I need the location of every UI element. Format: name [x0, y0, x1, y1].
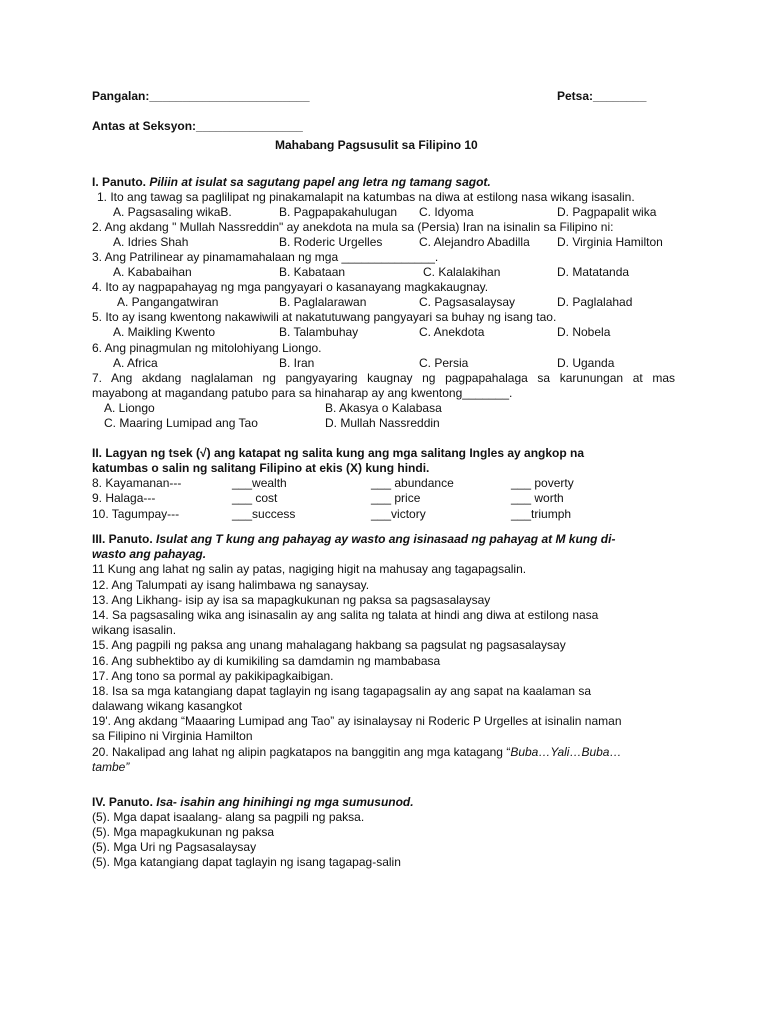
choice-a: A. Maikling Kwento	[113, 325, 216, 339]
statement-15: 15. Ang pagpili ng paksa ang unang mahalagang hakbang sa pagsulat ng pagsasalaysay	[92, 638, 566, 652]
question-text: 5. Ito ay isang kwentong nakawiwili at nakatutuwang pangyayari sa buhay ng isang tao.	[92, 310, 557, 324]
english-option: ___ price	[371, 491, 421, 505]
statement-18: 18. Isa sa mga katangiang dapat taglayin ng isang tagapagsalin ay ang sapat na kaalaman sa	[92, 684, 592, 698]
statement-12: 12. Ang Talumpati ay isang halimbawa ng sanaysay.	[92, 578, 370, 592]
choice-b: B. Talambuhay	[279, 325, 359, 339]
choice-d: D. Pagpapalit wika	[557, 205, 657, 219]
choice-d: D. Uganda	[557, 356, 615, 370]
part3-heading: III. Panuto.	[92, 532, 153, 546]
enumeration-item-3: (5). Mga Uri ng Pagsasalaysay	[92, 840, 257, 854]
part4-instruction: Isa- isahin ang hinihingi ng mga sumusunod.	[156, 795, 414, 809]
english-option: ___wealth	[232, 476, 287, 490]
choice-c: C. Kalalakihan	[423, 265, 501, 279]
english-option: ___ worth	[511, 491, 564, 505]
choice-b: B. Paglalarawan	[279, 295, 367, 309]
choice-c: C. Maaring Lumipad ang Tao	[104, 416, 258, 430]
choice-b: B. Roderic Urgelles	[279, 235, 383, 249]
statement-18-cont: dalawang wikang kasangkot	[92, 699, 243, 713]
choice-c: C. Pagsasalaysay	[419, 295, 516, 309]
choice-d: D. Matatanda	[557, 265, 630, 279]
grade-section-label: Antas at Seksyon:________________	[92, 119, 303, 133]
english-option: ___triumph	[511, 507, 572, 521]
choice-d: D. Mullah Nassreddin	[325, 416, 440, 430]
english-option: ___ poverty	[511, 476, 574, 490]
question-text: 3. Ang Patrilinear ay pinamamahalaan ng mga ______________.	[92, 250, 439, 264]
choice-c: C. Persia	[419, 356, 469, 370]
choice-b: B. Akasya o Kalabasa	[325, 401, 442, 415]
choice-c: C. Idyoma	[419, 205, 474, 219]
part1-heading-line	[92, 175, 491, 190]
enumeration-item-2: (5). Mga mapagkukunan ng paksa	[92, 825, 275, 839]
english-option: ___victory	[371, 507, 426, 521]
choice-a: A. Africa	[113, 356, 158, 370]
part4-heading-line	[92, 795, 414, 810]
choice-c: C. Alejandro Abadilla	[419, 235, 530, 249]
choice-a: A. Pagsasaling wikaB.	[113, 205, 232, 219]
choice-d: D. Paglalahad	[557, 295, 633, 309]
question-text: 1. Ito ang tawag sa paglilipat ng pinakamalapit na katumbas na diwa at estilong nasa wikang isasalin.	[97, 190, 635, 204]
part2-heading-cont: katumbas o salin ng salitang Filipino at ekis (X) kung hindi.	[92, 461, 430, 475]
choice-c: C. Anekdota	[419, 325, 485, 339]
statement-14-cont: wikang isasalin.	[92, 623, 177, 637]
question-text: 6. Ang pinagmulan ng mitolohiyang Liongo.	[92, 341, 322, 355]
choice-d: D. Nobela	[557, 325, 611, 339]
statement-16: 16. Ang subhektibo ay di kumikiling sa damdamin ng mambabasa	[92, 654, 441, 668]
question-text: 7. Ang akdang naglalaman ng pangyayaring kaugnay ng pagpapahalaga sa karunungan at mas	[92, 371, 675, 385]
statement-11: 11 Kung ang lahat ng salin ay patas, nagiging higit na mahusay ang tagapagsalin.	[92, 562, 527, 576]
enumeration-item-4: (5). Mga katangiang dapat taglayin ng isang tagapag-salin	[92, 855, 401, 869]
page-title: Mahabang Pagsusulit sa Filipino 10	[275, 138, 478, 152]
enumeration-item-1: (5). Mga dapat isaalang- alang sa pagpili ng paksa.	[92, 810, 365, 824]
statement-20-quote: Buba…Yali…Buba…	[510, 745, 622, 759]
date-field-label: Petsa:________	[557, 89, 647, 103]
choice-a: A. Liongo	[104, 401, 155, 415]
choice-b: B. Kabataan	[279, 265, 346, 279]
part2-heading: II. Lagyan ng tsek (√) ang katapat ng salita kung ang mga salitang Ingles ay angkop na	[92, 446, 585, 460]
filipino-word: 9. Halaga---	[92, 491, 156, 505]
part3-heading-line	[92, 532, 615, 547]
choice-a: A. Pangangatwiran	[117, 295, 219, 309]
part3-instruction-cont: wasto ang pahayag.	[92, 547, 207, 561]
part1-heading: I. Panuto.	[92, 175, 146, 189]
part1-instruction: Piliin at isulat sa sagutang papel ang letra ng tamang sagot.	[149, 175, 491, 189]
filipino-word: 10. Tagumpay---	[92, 507, 180, 521]
statement-19-cont: sa Filipino ni Virginia Hamilton	[92, 729, 253, 743]
english-option: ___ abundance	[371, 476, 454, 490]
name-field-label: Pangalan:________________________	[92, 89, 310, 103]
choice-b: B. Iran	[279, 356, 315, 370]
choice-a: A. Idries Shah	[113, 235, 189, 249]
english-option: ___ cost	[232, 491, 278, 505]
english-option: ___success	[232, 507, 296, 521]
part3-instruction: Isulat ang T kung ang pahayag ay wasto ang isinasaad ng pahayag at M kung di-	[156, 532, 616, 546]
question-text: 4. Ito ay nagpapahayag ng mga pangyayari o kasanayang magkakaugnay.	[92, 280, 489, 294]
statement-20-cont: tambe”	[92, 760, 130, 774]
statement-19: 19'. Ang akdang “Maaaring Lumipad ang Tao” ay isinalaysay ni Roderic P Urgelles at isinalin naman	[92, 714, 622, 728]
filipino-word: 8. Kayamanan---	[92, 476, 182, 490]
question-text: 2. Ang akdang " Mullah Nassreddin" ay anekdota na mula sa (Persia) Iran na isinalin sa Filipino ni:	[92, 220, 614, 234]
part4-heading: IV. Panuto.	[92, 795, 153, 809]
statement-17: 17. Ang tono sa pormal ay pakikipagkaibigan.	[92, 669, 334, 683]
choice-b: B. Pagpapakahulugan	[279, 205, 398, 219]
choice-d: D. Virginia Hamilton	[557, 235, 663, 249]
statement-20-text: 20. Nakalipad ang lahat ng alipin pagkatapos na banggitin ang mga katagang “	[92, 745, 511, 759]
statement-14: 14. Sa pagsasaling wika ang isinasalin ay ang salita ng talata at hindi ang diwa at estilong nasa	[92, 608, 599, 622]
choice-a: A. Kababaihan	[113, 265, 192, 279]
statement-20	[92, 745, 621, 760]
question-text-cont: mayabong at magandang patubo para sa hinaharap ay ang kwentong_______.	[92, 386, 513, 400]
statement-13: 13. Ang Likhang- isip ay isa sa mapagkukunan ng paksa sa pagsasalaysay	[92, 593, 491, 607]
